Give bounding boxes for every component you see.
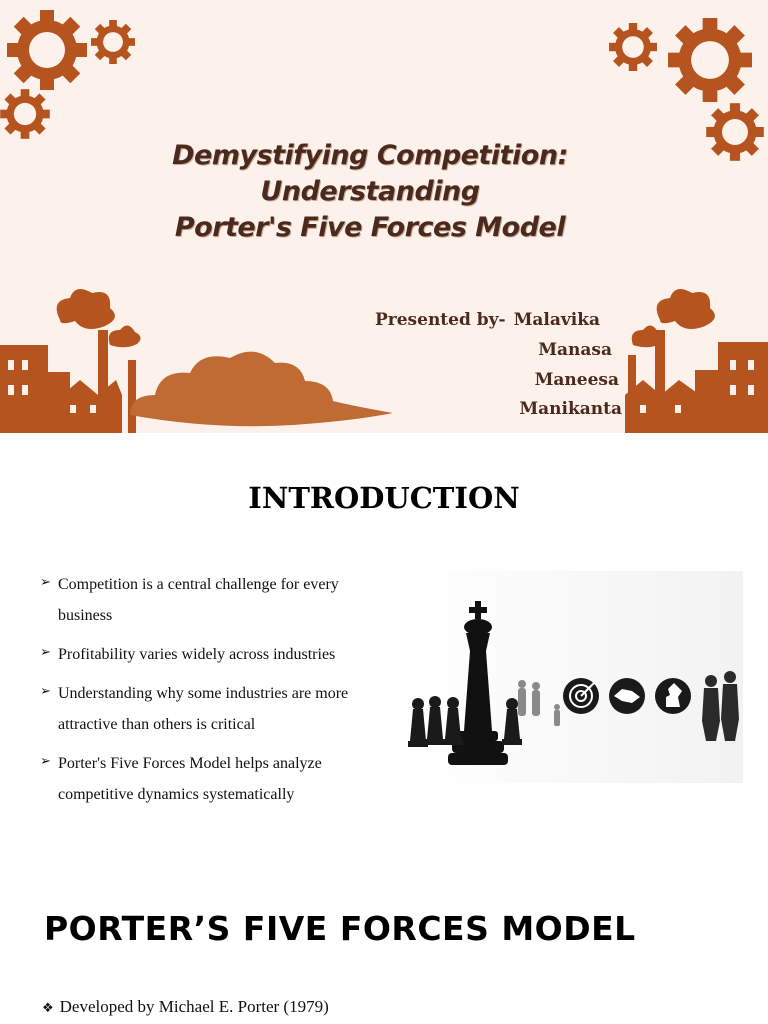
five-forces-slide [0,863,768,1024]
presenter-name: Manikanta [519,399,622,419]
gear-icon [609,23,657,71]
presented-by-label: Presented by- [375,310,506,330]
arrow-bullet-icon: ➢ [40,754,51,769]
list-item: ❖ Developed by Michael E. Porter (1979) [42,997,329,1016]
diamond-bullet-icon: ❖ [42,1001,54,1016]
title-line: Understanding [260,176,480,207]
introduction-bullets [40,569,370,818]
list-item: ➢ Profitability varies widely across industries [40,639,370,670]
list-item: ➢ Porter's Five Forces Model helps analyze competitive dynamics systematically [40,748,370,810]
gear-icon [668,18,752,102]
five-forces-heading: PORTER’S FIVE FORCES MODEL [44,909,636,948]
list-item: ➢ Understanding why some industries are more attractive than others is critical [40,678,370,740]
chess-knight-icon [655,678,691,714]
title-slide [0,0,768,433]
presenter-name: Manasa [538,340,612,360]
title-line: Porter's Five Forces Model [174,212,566,243]
target-icon [563,678,599,714]
arrow-bullet-icon: ➢ [40,684,51,699]
gear-icon [0,89,50,139]
introduction-heading: INTRODUCTION [248,481,520,515]
gear-icon [7,10,87,90]
presenter-name: Maneesa [534,370,619,390]
slide-title [0,138,740,246]
title-line: Demystifying Competition: [172,140,568,171]
smoke-cloud-icon [130,352,393,427]
arrow-bullet-icon: ➢ [40,575,51,590]
arrow-bullet-icon: ➢ [40,645,51,660]
chess-strategy-illustration [408,571,743,783]
list-item: ➢ Competition is a central challenge for every business [40,569,370,631]
introduction-slide [0,433,768,863]
presenter-name: Malavika [513,310,600,330]
gear-icon [91,20,135,64]
factory-icon [625,289,768,433]
handshake-icon [609,678,645,714]
